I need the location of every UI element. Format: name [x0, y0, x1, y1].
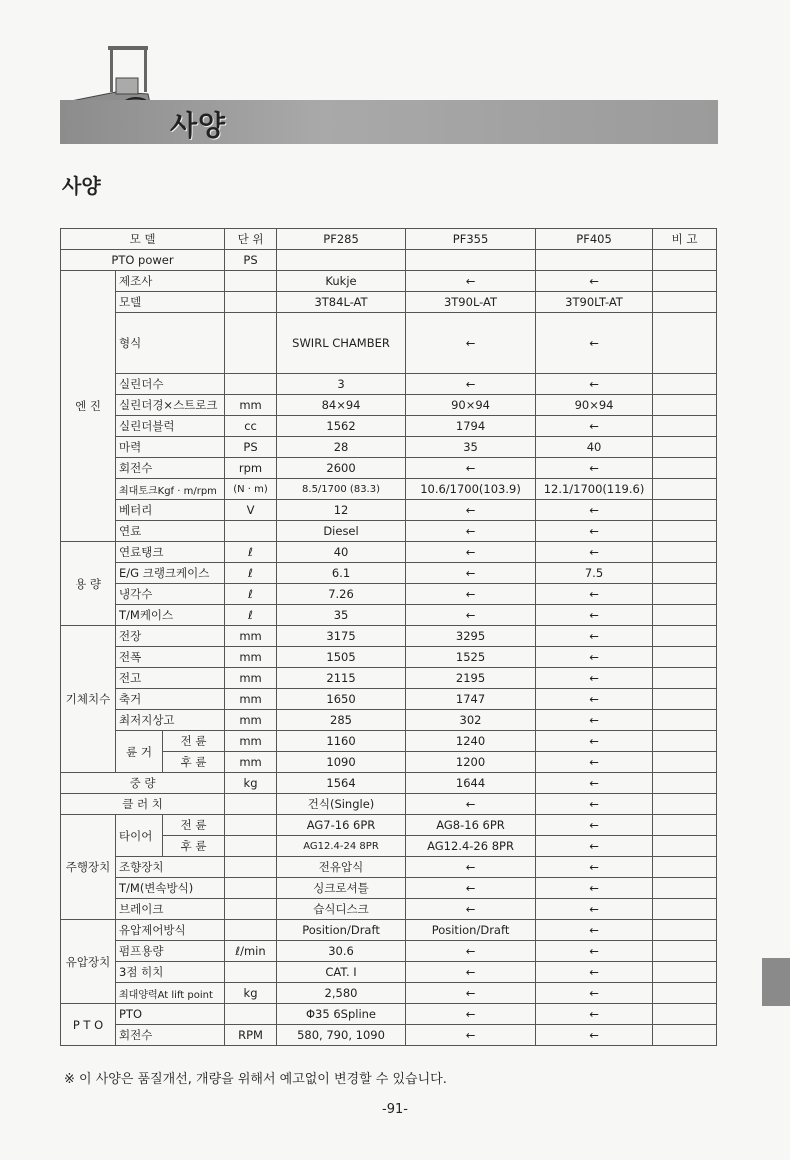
table-row: [61, 374, 717, 395]
cell-value: ←: [406, 605, 536, 626]
cell-item: 형식: [116, 313, 225, 374]
cell-unit: [225, 857, 277, 878]
cell-item: 실린더경×스트로크: [116, 395, 225, 416]
cell-note: [653, 815, 717, 836]
header-pf285: PF285: [277, 229, 406, 250]
cell-value: 35: [277, 605, 406, 626]
table-row: [61, 437, 717, 458]
cell-value: 1200: [406, 752, 536, 773]
table-row: [61, 250, 717, 271]
group-engine: 엔 진: [61, 271, 116, 542]
header-model: 모 델: [61, 229, 225, 250]
cell-value: 1747: [406, 689, 536, 710]
table-row: [61, 584, 717, 605]
cell-note: [653, 437, 717, 458]
table-row: [61, 878, 717, 899]
cell-unit: V: [225, 500, 277, 521]
cell-unit: mm: [225, 689, 277, 710]
cell-value: ←: [406, 962, 536, 983]
cell-unit: PS: [225, 250, 277, 271]
cell-value: ←: [406, 563, 536, 584]
table-row: [61, 521, 717, 542]
cell-value: 580, 790, 1090: [277, 1025, 406, 1046]
cell-value: ←: [406, 313, 536, 374]
cell-unit: [225, 313, 277, 374]
table-row: [61, 416, 717, 437]
cell-value: ←: [536, 752, 653, 773]
cell-value: ←: [406, 899, 536, 920]
cell-note: [653, 878, 717, 899]
cell-value: 40: [536, 437, 653, 458]
cell-value: ←: [536, 647, 653, 668]
cell-value: ←: [406, 458, 536, 479]
cell-note: [653, 250, 717, 271]
cell-unit: PS: [225, 437, 277, 458]
header-note: 비 고: [653, 229, 717, 250]
cell-value: 90×94: [406, 395, 536, 416]
cell-item: 회전수: [116, 458, 225, 479]
cell-value: ←: [536, 794, 653, 815]
tire-rear: 후 륜: [163, 836, 225, 857]
cell-item: T/M(변속방식): [116, 878, 225, 899]
table-row: [61, 626, 717, 647]
tread-front: 전 륜: [163, 731, 225, 752]
group-hydraulic: 유압장치: [61, 920, 116, 1004]
cell-value: ←: [536, 731, 653, 752]
cell-value: Φ35 6Spline: [277, 1004, 406, 1025]
spec-table: [60, 228, 717, 1046]
cell-unit: (N · m): [225, 479, 277, 500]
cell-value: ←: [406, 521, 536, 542]
cell-value: ←: [536, 920, 653, 941]
cell-value: 3175: [277, 626, 406, 647]
cell-item: 축거: [116, 689, 225, 710]
group-dimensions: 기체치수: [61, 626, 116, 773]
cell-note: [653, 500, 717, 521]
cell-value: 285: [277, 710, 406, 731]
cell-value: ←: [536, 416, 653, 437]
cell-item: PTO: [116, 1004, 225, 1025]
cell-unit: [225, 815, 277, 836]
table-row: [61, 292, 717, 313]
cell-value: AG8-16 6PR: [406, 815, 536, 836]
cell-value: ←: [406, 500, 536, 521]
table-row: [61, 899, 717, 920]
cell-value: 12.1/1700(119.6): [536, 479, 653, 500]
header-unit: 단 위: [225, 229, 277, 250]
cell-note: [653, 857, 717, 878]
table-row: [61, 605, 717, 626]
cell-unit: [225, 271, 277, 292]
cell-value: 1160: [277, 731, 406, 752]
cell-unit: mm: [225, 710, 277, 731]
cell-value: 1644: [406, 773, 536, 794]
cell-unit: ℓ: [225, 584, 277, 605]
cell-value: ←: [406, 857, 536, 878]
cell-note: [653, 647, 717, 668]
cell-value: Diesel: [277, 521, 406, 542]
cell-item: 조향장치: [116, 857, 225, 878]
group-pto: P T O: [61, 1004, 116, 1046]
cell-item: 유압제어방식: [116, 920, 225, 941]
cell-value: 30.6: [277, 941, 406, 962]
cell-value: AG12.4-24 8PR: [277, 836, 406, 857]
table-row: [61, 983, 717, 1004]
cell-value: 7.5: [536, 563, 653, 584]
cell-value: ←: [406, 542, 536, 563]
footnote: ※ 이 사양은 품질개선, 개량을 위해서 예고없이 변경할 수 있습니다.: [64, 1072, 447, 1087]
cell-note: [653, 794, 717, 815]
cell-value: 2,580: [277, 983, 406, 1004]
cell-unit: [225, 521, 277, 542]
cell-value: ←: [406, 794, 536, 815]
table-row: [61, 458, 717, 479]
cell-value: ←: [406, 271, 536, 292]
cell-value: ←: [536, 313, 653, 374]
cell-unit: [225, 292, 277, 313]
table-row: [61, 689, 717, 710]
table-row: [61, 500, 717, 521]
cell-note: [653, 584, 717, 605]
cell-note: [653, 1025, 717, 1046]
section-title: 사양: [62, 174, 101, 198]
cell-unit: kg: [225, 773, 277, 794]
cell-item: 마력: [116, 437, 225, 458]
cell-value: Position/Draft: [406, 920, 536, 941]
cell-value: 건식(Single): [277, 794, 406, 815]
cell-unit: mm: [225, 647, 277, 668]
cell-item: 제조사: [116, 271, 225, 292]
cell-note: [653, 668, 717, 689]
cell-value: ←: [536, 626, 653, 647]
table-row: [61, 1025, 717, 1046]
cell-item: 연료탱크: [116, 542, 225, 563]
cell-value: ←: [536, 857, 653, 878]
table-row: [61, 542, 717, 563]
cell-note: [653, 374, 717, 395]
page-number: -91-: [382, 1102, 408, 1117]
tire-front: 전 륜: [163, 815, 225, 836]
cell-value: 28: [277, 437, 406, 458]
table-row: [61, 479, 717, 500]
cell-value: ←: [536, 584, 653, 605]
cell-value: AG7-16 6PR: [277, 815, 406, 836]
cell-value: [406, 250, 536, 271]
cell-value: ←: [406, 983, 536, 1004]
cell-value: 3T84L-AT: [277, 292, 406, 313]
cell-unit: RPM: [225, 1025, 277, 1046]
cell-unit: [225, 794, 277, 815]
cell-note: [653, 1004, 717, 1025]
cell-unit: mm: [225, 752, 277, 773]
cell-value: ←: [406, 584, 536, 605]
cell-value: 6.1: [277, 563, 406, 584]
cell-item: 실린더블럭: [116, 416, 225, 437]
table-row: [61, 962, 717, 983]
cell-value: ←: [536, 668, 653, 689]
cell-value: ←: [536, 458, 653, 479]
cell-value: ←: [536, 962, 653, 983]
cell-item: 전장: [116, 626, 225, 647]
cell-item: 최대양력At lift point: [116, 983, 225, 1004]
cell-value: ←: [536, 542, 653, 563]
cell-value: SWIRL CHAMBER: [277, 313, 406, 374]
cell-value: ←: [536, 1025, 653, 1046]
cell-value: 2600: [277, 458, 406, 479]
cell-note: [653, 563, 717, 584]
cell-value: ←: [536, 271, 653, 292]
tread-label: 륜 거: [116, 731, 163, 773]
cell-value: ←: [536, 374, 653, 395]
cell-note: [653, 941, 717, 962]
cell-value: 3T90L-AT: [406, 292, 536, 313]
cell-item: 전고: [116, 668, 225, 689]
table-row: [61, 271, 717, 292]
cell-value: ←: [536, 941, 653, 962]
cell-note: [653, 416, 717, 437]
cell-value: 1562: [277, 416, 406, 437]
table-row: [61, 563, 717, 584]
cell-item: 냉각수: [116, 584, 225, 605]
cell-value: 3T90LT-AT: [536, 292, 653, 313]
cell-value: 12: [277, 500, 406, 521]
cell-value: 전유압식: [277, 857, 406, 878]
table-header-row: [61, 229, 717, 250]
cell-item: 실린더수: [116, 374, 225, 395]
cell-value: 2195: [406, 668, 536, 689]
cell-note: [653, 962, 717, 983]
cell-unit: mm: [225, 731, 277, 752]
cell-item: 회전수: [116, 1025, 225, 1046]
cell-unit: rpm: [225, 458, 277, 479]
cell-unit: [225, 920, 277, 941]
cell-item: 최대토크Kgf · m/rpm: [116, 479, 225, 500]
cell-value: 1564: [277, 773, 406, 794]
cell-note: [653, 292, 717, 313]
tread-rear: 후 륜: [163, 752, 225, 773]
cell-note: [653, 836, 717, 857]
cell-item: 연료: [116, 521, 225, 542]
cell-value: 40: [277, 542, 406, 563]
cell-value: 1525: [406, 647, 536, 668]
cell-unit: [225, 1004, 277, 1025]
cell-value: 습식디스크: [277, 899, 406, 920]
tire-label: 타이어: [116, 815, 163, 857]
cell-value: 1090: [277, 752, 406, 773]
cell-note: [653, 395, 717, 416]
cell-value: ←: [536, 521, 653, 542]
header-banner: [60, 100, 718, 144]
cell-item: 펌프용량: [116, 941, 225, 962]
cell-value: CAT. I: [277, 962, 406, 983]
cell-note: [653, 479, 717, 500]
cell-value: ←: [536, 836, 653, 857]
cell-value: 3295: [406, 626, 536, 647]
cell-value: ←: [536, 983, 653, 1004]
cell-value: ←: [536, 773, 653, 794]
cell-note: [653, 920, 717, 941]
cell-note: [653, 710, 717, 731]
cell-value: ←: [536, 815, 653, 836]
cell-item: E/G 크랭크케이스: [116, 563, 225, 584]
cell-value: 1240: [406, 731, 536, 752]
cell-item: 3점 히치: [116, 962, 225, 983]
table-row: [61, 773, 717, 794]
group-drive: 주행장치: [61, 815, 116, 920]
cell-item: 베터리: [116, 500, 225, 521]
cell-note: [653, 271, 717, 292]
cell-unit: ℓ: [225, 542, 277, 563]
cell-value: ←: [406, 1025, 536, 1046]
cell-value: ←: [536, 605, 653, 626]
cell-value: AG12.4-26 8PR: [406, 836, 536, 857]
header-title: 사양: [170, 109, 227, 142]
cell-value: ←: [406, 878, 536, 899]
cell-note: [653, 983, 717, 1004]
cell-note: [653, 542, 717, 563]
table-row: [61, 313, 717, 374]
cell-unit: [225, 878, 277, 899]
cell-unit: ℓ/min: [225, 941, 277, 962]
cell-value: ←: [536, 1004, 653, 1025]
table-row: [61, 668, 717, 689]
side-tab-marker: [762, 958, 790, 1006]
table-row: [61, 710, 717, 731]
cell-unit: mm: [225, 668, 277, 689]
cell-note: [653, 899, 717, 920]
cell-unit: [225, 374, 277, 395]
cell-item: 모델: [116, 292, 225, 313]
cell-item: 전폭: [116, 647, 225, 668]
table-row: [61, 920, 717, 941]
pto-power-label: PTO power: [61, 250, 225, 271]
cell-value: 1794: [406, 416, 536, 437]
cell-value: ←: [536, 878, 653, 899]
cell-value: ←: [536, 899, 653, 920]
header-pf355: PF355: [406, 229, 536, 250]
cell-note: [653, 773, 717, 794]
weight-label: 중 량: [61, 773, 225, 794]
table-row: [61, 731, 717, 752]
cell-note: [653, 626, 717, 647]
table-row: [61, 1004, 717, 1025]
cell-unit: cc: [225, 416, 277, 437]
cell-unit: mm: [225, 395, 277, 416]
table-row: [61, 815, 717, 836]
table-row: [61, 941, 717, 962]
clutch-label: 클 러 치: [61, 794, 225, 815]
cell-note: [653, 731, 717, 752]
cell-value: 1650: [277, 689, 406, 710]
cell-value: Position/Draft: [277, 920, 406, 941]
cell-unit: [225, 962, 277, 983]
cell-note: [653, 521, 717, 542]
cell-value: ←: [536, 500, 653, 521]
cell-note: [653, 313, 717, 374]
cell-value: 84×94: [277, 395, 406, 416]
cell-value: Kukje: [277, 271, 406, 292]
cell-value: [536, 250, 653, 271]
cell-note: [653, 605, 717, 626]
table-row: [61, 647, 717, 668]
cell-value: 3: [277, 374, 406, 395]
cell-value: ←: [536, 689, 653, 710]
cell-unit: kg: [225, 983, 277, 1004]
group-capacity: 용 량: [61, 542, 116, 626]
cell-value: ←: [406, 1004, 536, 1025]
table-row: [61, 857, 717, 878]
cell-item: 최저지상고: [116, 710, 225, 731]
table-row: [61, 395, 717, 416]
cell-unit: ℓ: [225, 563, 277, 584]
cell-value: 10.6/1700(103.9): [406, 479, 536, 500]
cell-value: 8.5/1700 (83.3): [277, 479, 406, 500]
cell-value: 302: [406, 710, 536, 731]
cell-unit: mm: [225, 626, 277, 647]
header-pf405: PF405: [536, 229, 653, 250]
cell-note: [653, 458, 717, 479]
cell-item: 브레이크: [116, 899, 225, 920]
cell-item: T/M케이스: [116, 605, 225, 626]
cell-unit: ℓ: [225, 605, 277, 626]
cell-unit: [225, 836, 277, 857]
cell-value: 7.26: [277, 584, 406, 605]
cell-value: 90×94: [536, 395, 653, 416]
cell-value: 35: [406, 437, 536, 458]
cell-value: 1505: [277, 647, 406, 668]
cell-value: ←: [406, 941, 536, 962]
table-row: [61, 794, 717, 815]
cell-value: 2115: [277, 668, 406, 689]
cell-value: ←: [406, 374, 536, 395]
cell-unit: [225, 899, 277, 920]
cell-value: [277, 250, 406, 271]
cell-note: [653, 752, 717, 773]
cell-note: [653, 689, 717, 710]
cell-value: 싱크로셔틀: [277, 878, 406, 899]
cell-value: ←: [536, 710, 653, 731]
